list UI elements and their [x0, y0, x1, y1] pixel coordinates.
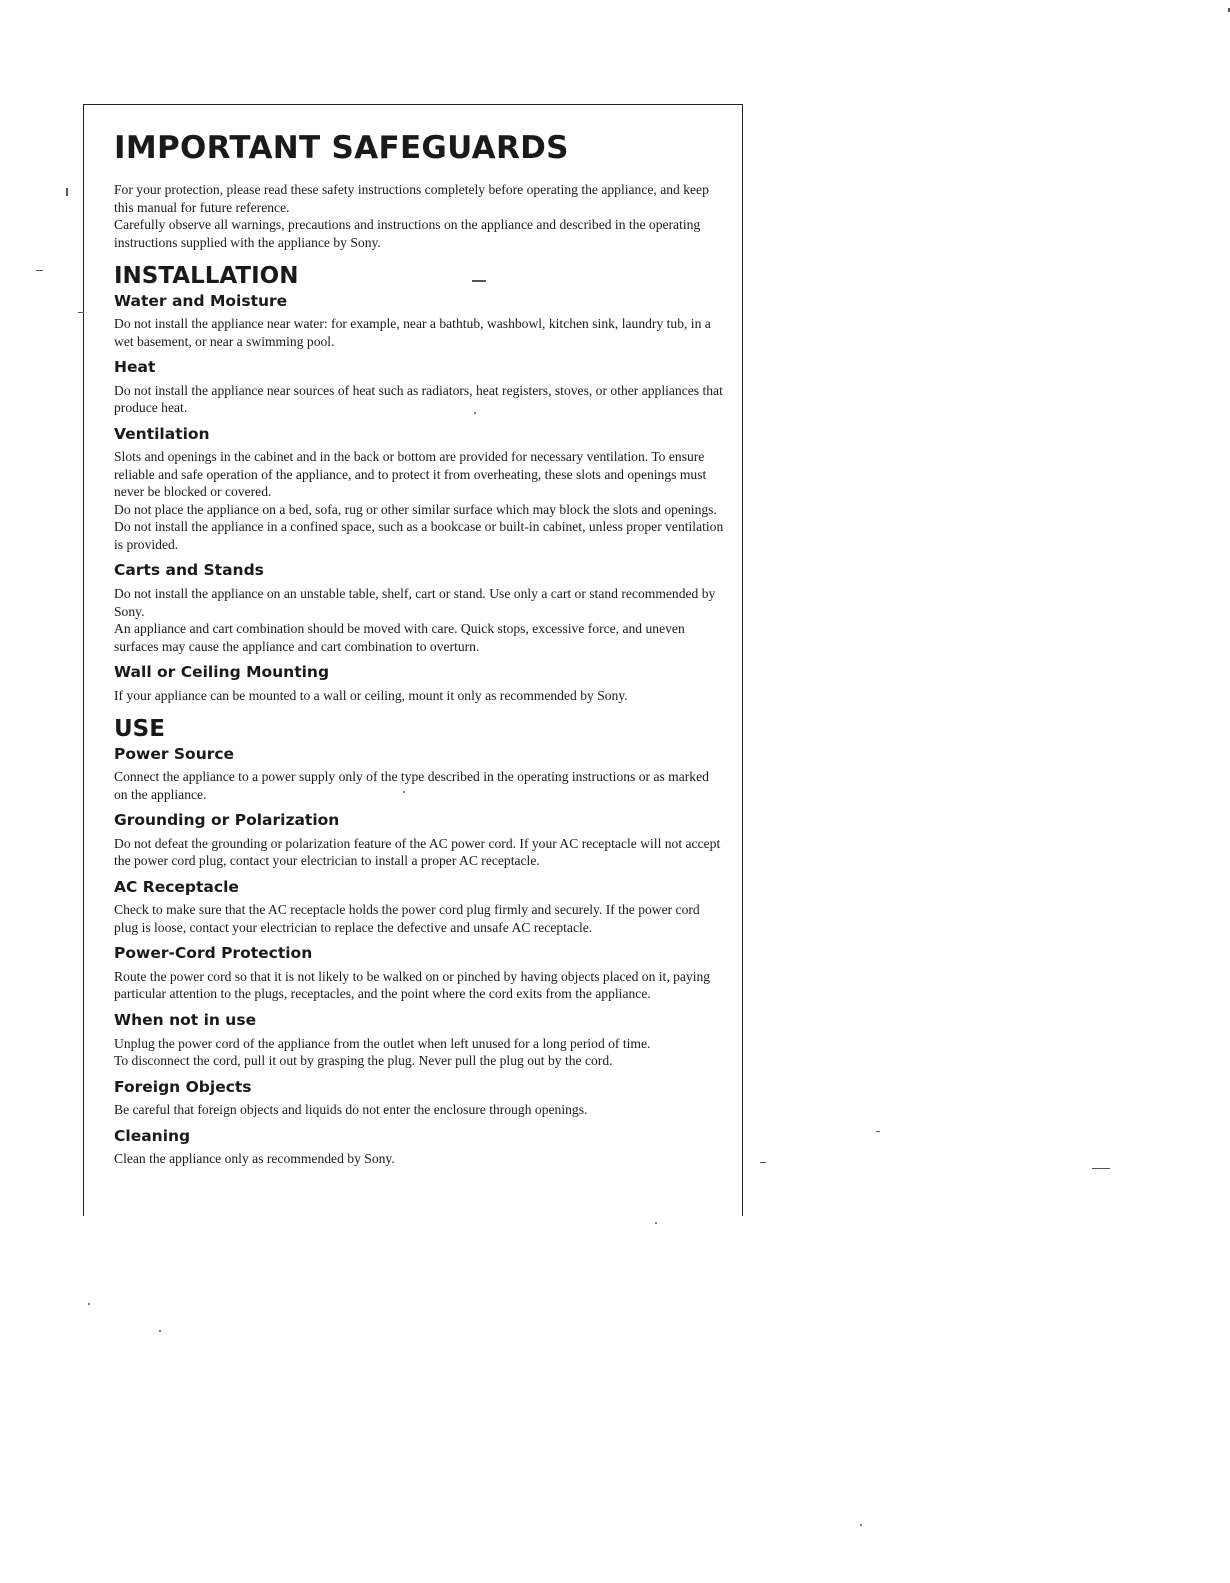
- scan-speck: [403, 791, 405, 793]
- subsection-heading: Carts and Stands: [114, 561, 264, 580]
- subsection-heading: Wall or Ceiling Mounting: [114, 663, 330, 681]
- body-paragraph: Clean the appliance only as recommended by Sony.: [114, 1151, 395, 1167]
- subsection-body: [114, 382, 724, 417]
- subsection-heading: Power-Cord Protection: [114, 944, 313, 963]
- subsection-body: [114, 835, 724, 870]
- scan-speck: [472, 280, 486, 282]
- subsection-heading: When not in use: [114, 1010, 257, 1029]
- subsection: [114, 944, 724, 1003]
- document-title: IMPORTANT SAFEGUARDS: [114, 130, 569, 166]
- scan-speck: [78, 312, 84, 313]
- scan-speck: [876, 1131, 880, 1132]
- section-heading: USE: [114, 716, 165, 743]
- body-paragraph: Do not install the appliance near water: for example, near a bathtub, washbowl, kitchen sink, laundry tub, in a wet basement, or near a swimming pool.: [114, 316, 711, 349]
- body-paragraph: Connect the appliance to a power supply only of the type described in the operating instructions or as marked on the appliance.: [114, 769, 709, 802]
- subsection-body: [114, 1150, 724, 1168]
- subsection-body: [114, 687, 724, 705]
- subsection: [114, 745, 724, 804]
- frame-right-rule: [742, 104, 743, 1216]
- section-installation: [114, 263, 724, 704]
- subsection: [114, 811, 724, 870]
- body-paragraph: An appliance and cart combination should be moved with care. Quick stops, excessive force, and uneven surfaces may cause the appliance and cart combination to overturn.: [114, 621, 685, 654]
- subsection-heading: Water and Moisture: [114, 291, 288, 310]
- intro-paragraph: For your protection, please read these safety instructions completely before operating the appliance, and keep this manual for future reference.: [114, 182, 709, 215]
- frame-top-rule: [83, 104, 743, 105]
- body-paragraph: Do not install the appliance on an unstable table, shelf, cart or stand. Use only a cart or stand recommended by Sony.: [114, 586, 716, 619]
- frame-left-rule: [83, 104, 84, 1216]
- subsection: [114, 561, 724, 655]
- scan-speck: [1092, 1168, 1110, 1169]
- section-use: [114, 716, 724, 1168]
- subsection-body: [114, 315, 724, 350]
- body-paragraph: If your appliance can be mounted to a wall or ceiling, mount it only as recommended by Sony.: [114, 687, 628, 703]
- subsection-heading: Power Source: [114, 744, 235, 763]
- subsection-body: [114, 768, 724, 803]
- subsection-heading: Heat: [114, 358, 156, 377]
- subsection: [114, 878, 724, 937]
- sections-container: [114, 263, 724, 1168]
- section-heading: INSTALLATION: [114, 263, 299, 290]
- subsection: [114, 425, 724, 554]
- body-paragraph: Do not defeat the grounding or polarization feature of the AC power cord. If your AC receptacle will not accept the power cord plug, contact your electrician to install a proper AC receptacle.: [114, 835, 721, 869]
- subsection-body: [114, 1035, 724, 1070]
- scan-speck: [860, 1524, 862, 1526]
- safeguards-content: [114, 130, 724, 1168]
- scan-speck: [36, 270, 43, 271]
- subsection-body: [114, 448, 724, 553]
- subsection: [114, 1011, 724, 1070]
- subsection-heading: Cleaning: [114, 1126, 191, 1145]
- intro: [114, 181, 724, 251]
- scan-speck: [655, 1222, 657, 1224]
- subsection-heading: Ventilation: [114, 424, 210, 443]
- scan-speck: [159, 1330, 161, 1332]
- subsection: [114, 663, 724, 704]
- body-paragraph: Route the power cord so that it is not likely to be walked on or pinched by having objects placed on it, paying particular attention to the plugs, receptacles, and the point where the cord exits from the appliance.: [114, 968, 711, 1002]
- subsection-heading: Foreign Objects: [114, 1077, 252, 1096]
- subsection-body: [114, 901, 724, 936]
- subsection-body: [114, 585, 724, 655]
- subsection-body: [114, 1101, 724, 1119]
- subsection: [114, 1078, 724, 1119]
- subsection-heading: AC Receptacle: [114, 877, 239, 896]
- body-paragraph: Do not install the appliance near sources of heat such as radiators, heat registers, stoves, or other appliances that produce heat.: [114, 382, 723, 416]
- scan-speck: [88, 1303, 90, 1305]
- subsection: [114, 1127, 724, 1168]
- body-paragraph: Do not place the appliance on a bed, sofa, rug or other similar surface which may block the slots and openings.: [114, 501, 717, 517]
- subsection: [114, 358, 724, 417]
- body-paragraph: Check to make sure that the AC receptacle holds the power cord plug firmly and securely. If the power cord plug is loose, contact your electrician to replace the defective and unsafe AC receptacle.: [114, 902, 700, 935]
- body-paragraph: Do not install the appliance in a confined space, such as a bookcase or built-in cabinet, unless proper ventilation is provided.: [114, 519, 724, 552]
- scan-speck: [760, 1162, 766, 1163]
- subsection: [114, 292, 724, 351]
- body-paragraph: Unplug the power cord of the appliance from the outlet when left unused for a long period of time.: [114, 1035, 651, 1051]
- scan-speck: [66, 188, 68, 196]
- body-paragraph: Slots and openings in the cabinet and in the back or bottom are provided for necessary ventilation. To ensure reliable and safe operation of the appliance, and to protect it from overheating, these slots and openings must never be blocked or covered.: [114, 449, 707, 500]
- scan-speck: [474, 412, 476, 414]
- body-paragraph: Be careful that foreign objects and liquids do not enter the enclosure through openings.: [114, 1102, 588, 1118]
- body-paragraph: To disconnect the cord, pull it out by grasping the plug. Never pull the plug out by the cord.: [114, 1053, 613, 1068]
- subsection-heading: Grounding or Polarization: [114, 811, 340, 830]
- subsection-body: [114, 968, 724, 1003]
- intro-paragraph: Carefully observe all warnings, precautions and instructions on the appliance and described in the operating instructions supplied with the appliance by Sony.: [114, 217, 701, 250]
